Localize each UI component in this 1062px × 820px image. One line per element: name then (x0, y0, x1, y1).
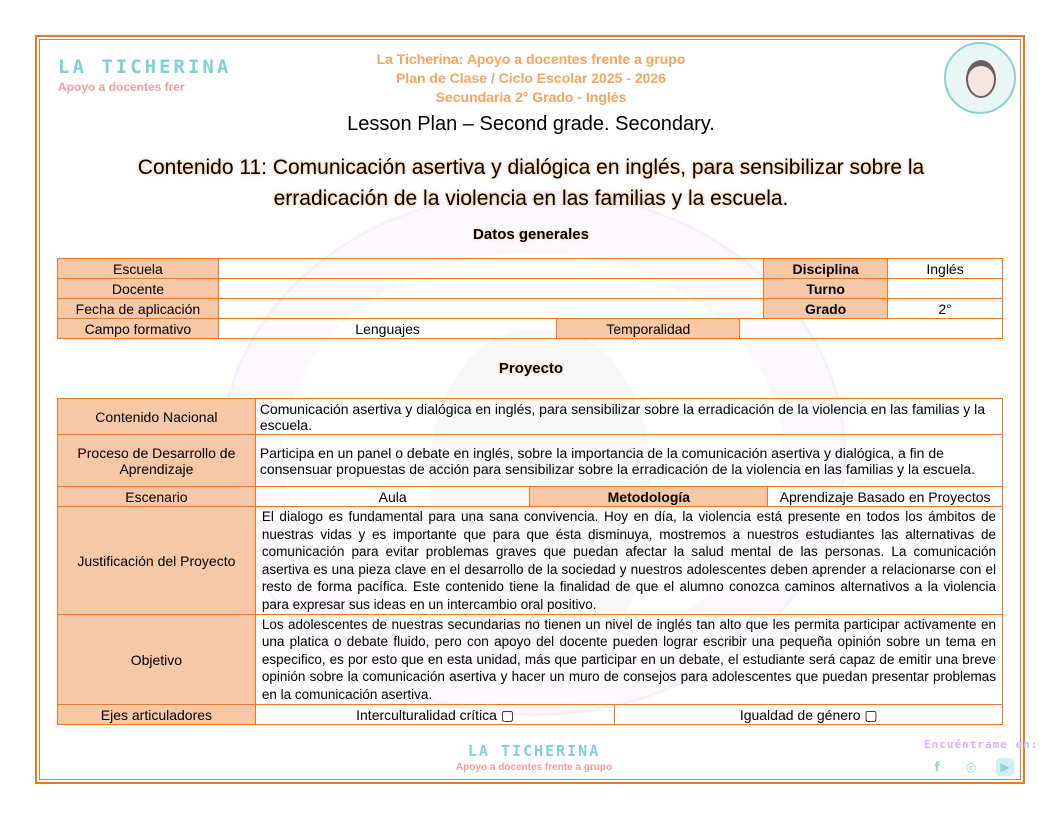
grado-value: 2° (888, 299, 1003, 319)
eje-interculturalidad[interactable]: Interculturalidad crítica ▢ (255, 705, 615, 725)
escuela-field[interactable] (218, 259, 763, 279)
header-line-2: Plan de Clase / Ciclo Escolar 2025 - 2026 (395, 70, 667, 86)
header-line-1: La Ticherina: Apoyo a docentes frente a grupo (376, 51, 686, 67)
campo-formativo-value: Lenguajes (218, 319, 557, 339)
metodologia-value: Aprendizaje Basado en Proyectos (768, 487, 1003, 507)
teacher-avatar-logo (944, 42, 1016, 114)
footer-brand-name: LA TICHERINA (467, 742, 601, 760)
proyecto-table (57, 398, 1003, 725)
facebook-icon[interactable]: f (934, 760, 940, 774)
datos-generales-heading: Datos generales (473, 226, 589, 243)
fecha-field[interactable] (218, 299, 763, 319)
fecha-label: Fecha de aplicación (58, 299, 219, 319)
footer-brand (456, 742, 612, 773)
proceso-label: Proceso de Desarrollo de Aprendizaje (58, 435, 256, 487)
objetivo-value: Los adolescentes de nuestras secundarias no tienen un nivel de inglés tan alto que les permita participar activamente en una platica o debate fluido, pero con apoyo del docente pueden lograr escribir una pequeña opinión sobre un tema en especifico, es por esto que en esta unidad, más que participar en un debate, el estudiante será capaz de emitir una breve opinión sobre la comunicación asertiva y hacer un muro de consejos para adolescentes que puedan presentar problemas en la comunicación asertiva. (255, 615, 1002, 705)
footer-brand-tagline: Apoyo a docentes frente a grupo (456, 762, 613, 773)
turno-label: Turno (764, 279, 888, 299)
grado-label: Grado (764, 299, 888, 319)
temporalidad-field[interactable] (740, 319, 1003, 339)
disciplina-value: Inglés (888, 259, 1003, 279)
brand-tagline: Apoyo a docentes frer (58, 80, 185, 94)
header-line-3: Secundaria 2° Grado - Inglés (435, 89, 627, 105)
document-header (300, 50, 762, 107)
youtube-icon[interactable]: ▶ (996, 758, 1014, 776)
eje-igualdad-genero[interactable]: Igualdad de género ▢ (615, 705, 1003, 725)
brand-logo (58, 56, 231, 94)
content-title: Contenido 11: Comunicación asertiva y dialógica en inglés, para sensibilizar sobre la erradicación de la violencia en las familias y la escuela. (137, 156, 925, 210)
temporalidad-label: Temporalidad (557, 319, 740, 339)
avatar-face-icon (966, 60, 996, 98)
instagram-icon[interactable]: ◎ (965, 760, 977, 774)
objetivo-label: Objetivo (58, 615, 256, 705)
proyecto-heading: Proyecto (498, 360, 564, 377)
contenido-nacional-label: Contenido Nacional (58, 399, 256, 435)
proceso-value: Participa en un panel o debate en inglés, sobre la importancia de la comunicación asertiva y dialógica, a fin de consensuar propuestas de acción para sensibilizar sobre la erradicación de la violencia en las familias y la escuela. (255, 435, 1002, 487)
escenario-value: Aula (255, 487, 530, 507)
brand-name: LA TICHERINA (58, 56, 232, 78)
disciplina-label: Disciplina (764, 259, 888, 279)
datos-generales-table (57, 258, 1003, 339)
lesson-plan-title: Lesson Plan – Second grade. Secondary. (347, 113, 715, 135)
escenario-label: Escenario (58, 487, 256, 507)
turno-value[interactable] (888, 279, 1003, 299)
escuela-label: Escuela (58, 259, 219, 279)
ejes-label: Ejes articuladores (58, 705, 256, 725)
justificacion-label: Justificación del Proyecto (58, 507, 256, 615)
contenido-nacional-value: Comunicación asertiva y dialógica en inglés, para sensibilizar sobre la erradicación de la violencia en las familias y la escuela. (255, 399, 1002, 435)
find-me-label: Encuéntrame en: (924, 738, 1039, 751)
docente-field[interactable] (218, 279, 763, 299)
justificacion-value: El dialogo es fundamental para una sana convivencia. Hoy en día, la violencia está presente en todos los ámbitos de nuestras vidas y es importante que para que ésta disminuya, mostremos a nuestros estudiantes las alternativas de comunicación para evitar problemas graves que puedan afectar la salud mental de las personas. La comunicación asertiva es una pieza clave en el desarrollo de la sociedad y nuestros adolescentes deben aprender a relacionarse con el resto de forma pacífica. Este contenido tiene la finalidad de que el alumno conozca caminos alternativos a la violencia para expresar sus ideas en un intercambio oral positivo. (255, 507, 1002, 615)
campo-formativo-label: Campo formativo (58, 319, 219, 339)
docente-label: Docente (58, 279, 219, 299)
metodologia-label: Metodología (530, 487, 768, 507)
